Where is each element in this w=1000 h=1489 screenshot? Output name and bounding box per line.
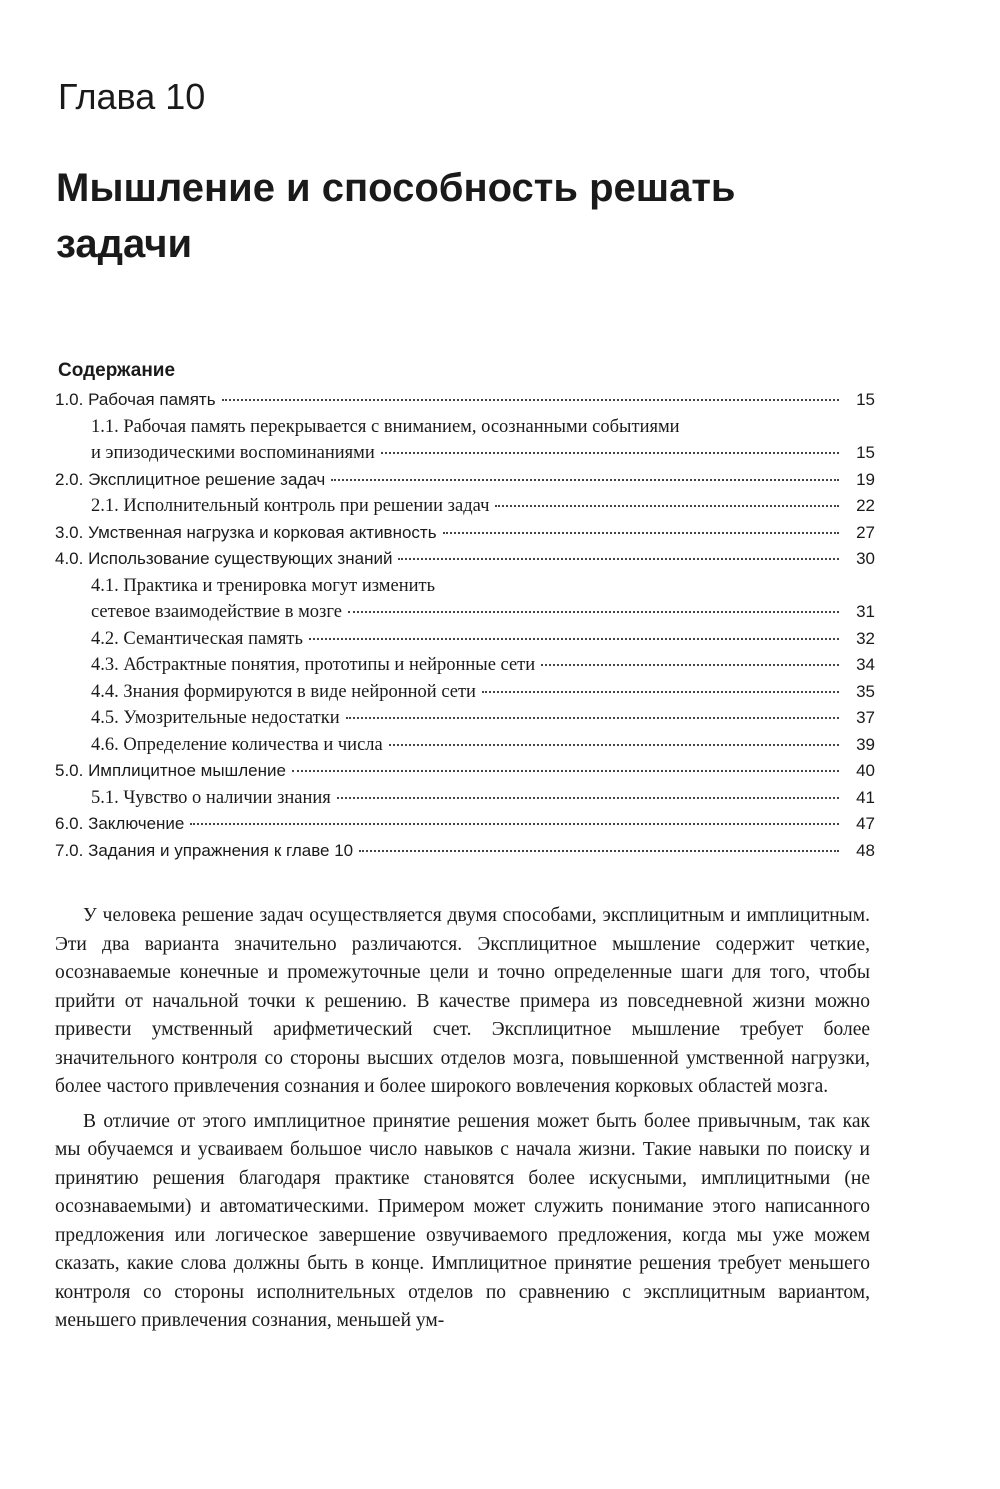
toc-page-number: 41 [856,787,875,807]
toc-entry-title: и эпизодическими воспоминаниями [91,443,375,463]
body-paragraph: В отличие от этого имплицитное принятие решения может быть более привычным, так как мы обучаемся и усваиваем большое число навыков с начала жизни. Такие навыки по поиску и принятию решения благодаря практике становятся более искусными, имплицитными (не осознаваемыми) и автоматическими. Примером может служить понимание этого написанного предложения или логическое завершение озвучиваемого предложения, когда мы уже можем сказать, какие слова должны быть в конце. Имплицитное принятие решения требует меньшего контроля со стороны исполнительных отделов по сравнению с эксплицитным вариантом, меньшего привлечения сознания, меньшей ум- [55,1110,870,1331]
toc-entry [55,814,875,841]
toc-page-number: 22 [856,496,875,515]
toc-entry-title: 6.0. Заключение [55,814,185,833]
toc-page-number: 32 [856,628,875,648]
toc-entry [55,841,875,868]
toc-page-number: 27 [856,522,875,542]
toc-dot-leader [309,638,839,640]
toc-entry [55,761,875,788]
toc-entry-title: сетевое взаимодействие в мозге [91,602,342,622]
toc-dot-leader [495,505,839,507]
toc-dot-leader [222,399,839,401]
body-paragraph: У человека решение задач осуществляется двумя способами, эксплицитным и имплицитным. Эти два варианта значительно различаются. Эксплицитное мышление содержит четкие, осознаваемые конечные и промежуточные цели и точно определенные шаги для того, чтобы прийти от начальной точки к решению. В качестве примера из повседневной жизни можно привести умственный арифметический счет. Эксплицитное мышление требует более значительного контроля со стороны высших отделов мозга, повышенной умственной нагрузки, более частого привлечения сознания и более широкого вовлечения корковых областей мозга. [55,905,870,1097]
toc-dot-leader [348,611,839,613]
toc-entry-title: 4.6. Определение количества и числа [91,734,383,755]
toc-page-number: 37 [856,708,875,727]
toc-dot-leader [398,558,839,560]
toc-dot-leader [389,744,839,746]
toc-entry [55,417,875,444]
table-of-contents [55,390,875,867]
toc-page-number: 47 [856,814,875,833]
toc-entry-title: 4.1. Практика и тренировка могут изменить [91,575,436,596]
toc-entry-title: 2.0. Эксплицитное решение задач [55,469,326,489]
toc-entry-title: 2.1. Исполнительный контроль при решении задач [91,496,490,516]
toc-dot-leader [443,532,839,534]
toc-dot-leader [541,664,839,666]
toc-entry-title: 7.0. Задания и упражнения к главе 10 [55,840,354,860]
toc-page-number: 48 [856,840,875,860]
toc-page-number: 30 [856,549,875,568]
toc-page-number: 35 [856,681,875,701]
chapter-title: Мышление и способность решать задачи [56,166,736,266]
chapter-label: Глава 10 [58,76,206,117]
toc-entry-title: 5.1. Чувство о наличии знания [91,787,331,808]
toc-entry-title: 4.2. Семантическая память [91,628,303,649]
toc-page-number: 15 [856,443,875,462]
toc-dot-leader [482,691,839,693]
body-text [55,902,870,1342]
toc-entry-title: 3.0. Умственная нагрузка и корковая активность [55,522,437,542]
toc-page-number: 40 [856,761,875,780]
toc-entry-title: 5.0. Имплицитное мышление [55,761,286,780]
toc-dot-leader [337,797,839,799]
toc-dot-leader [292,770,839,772]
toc-entry [55,496,875,523]
toc-entry [55,443,875,470]
toc-dot-leader [346,717,839,719]
toc-dot-leader [359,850,839,852]
toc-entry-title: 4.0. Использование существующих знаний [55,549,393,568]
toc-page-number: 39 [856,734,875,754]
toc-entry [55,735,875,762]
toc-entry-title: 4.4. Знания формируются в виде нейронной сети [91,681,476,702]
toc-dot-leader [331,479,839,481]
toc-entry-title: 1.0. Рабочая память [55,390,216,409]
toc-entry [55,390,875,417]
toc-entry [55,788,875,815]
toc-entry [55,655,875,682]
toc-entry [55,576,875,603]
toc-page-number: 34 [856,655,875,674]
toc-entry [55,470,875,497]
toc-page-number: 15 [856,390,875,409]
toc-entry [55,602,875,629]
toc-entry-title: 4.3. Абстрактные понятия, прототипы и нейронные сети [91,655,536,675]
toc-entry [55,523,875,550]
toc-entry [55,682,875,709]
toc-entry [55,708,875,735]
toc-heading: Содержание [58,360,176,381]
toc-entry-title: 4.5. Умозрительные недостатки [91,708,340,728]
toc-entry [55,629,875,656]
toc-entry-title: 1.1. Рабочая память перекрывается с вниманием, осознанными событиями [91,416,680,437]
toc-page-number: 31 [856,602,875,621]
toc-page-number: 19 [856,469,875,489]
toc-entry [55,549,875,576]
toc-dot-leader [190,823,839,825]
toc-dot-leader [381,452,839,454]
